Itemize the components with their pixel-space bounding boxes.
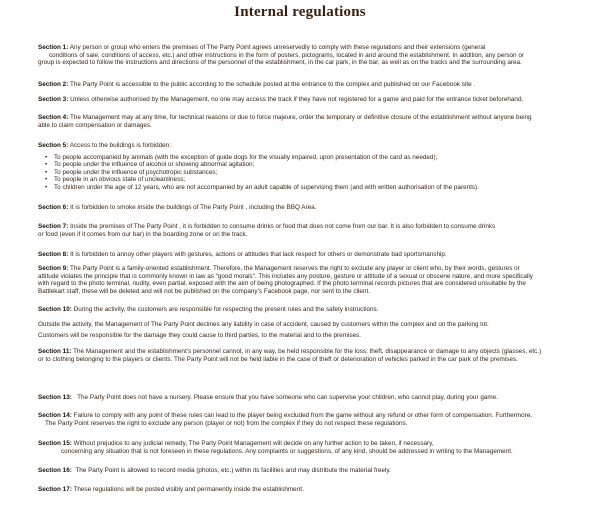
section-text: The Management may at any time, for technical reasons or due to force majeure, order the temporary or definitive closure of the establishment without anyone being (69, 114, 532, 121)
section-text: able to claim compensation or damages. (38, 121, 152, 129)
section-6 (38, 204, 590, 212)
section-text: The Party Point reserves the right to exclude any person (player or not) from the complex if they do not respect these regulations. (45, 419, 408, 427)
list-item: • To people under the influence of psychotropic substances; (54, 169, 590, 177)
section-label: Section 16: (38, 467, 72, 474)
section-text: Inside the premises of The Party Point , it is forbidden to consume drinks or food that does not come from our bar. It is also forbidden to consume drinks (70, 223, 496, 230)
section-text: It is forbidden to annoy other players with gestures, actions or attitudes that lack respect for others or demonstrate bad sportsmanship. (70, 251, 447, 258)
liability-paragraph (38, 321, 590, 339)
section-text: Any person or group who enters the premises of The Party Point agrees unreservedly to comply with these regulations and their extensions (general (69, 44, 486, 51)
section-5 (38, 142, 590, 192)
section-4 (38, 114, 590, 129)
section-13 (38, 394, 590, 402)
section-9 (38, 265, 590, 295)
section-text: or food (even if it comes from our bar) in the boarding zone or on the track. (38, 230, 248, 238)
section-text: The Management and the establishment’s personnel cannot, in any way, be held responsible for the loss, theft, disappearance or damage to any objects (glasses, etc.) (73, 348, 542, 355)
page-title: Internal regulations (234, 4, 366, 20)
section-label: Section 3: (38, 96, 69, 103)
section-text: attitude violates the principle that is commonly known in law as “good morals”. This includes any posture, gesture or attitude of a sexual or obscene nature, and more specifically (38, 272, 533, 280)
section-text: Outside the activity, the Management of The Party Point declines any liability in case of accident, caused by customers within the complex and on the parking lot. (38, 321, 489, 328)
section-text: group is expected to follow the instructions and directions of the personnel of the establishment, in the car park, in the bar, as well as on the tracks and the surrounding area. (38, 59, 522, 67)
section-label: Section 8: (38, 251, 69, 258)
section-label: Section 4: (38, 114, 69, 121)
section-text: The Party Point is allowed to record media (photos, etc.) within its facilities and may distribute the material freely. (75, 467, 391, 474)
section-7 (38, 223, 590, 238)
section-text: The Party Point is a family-oriented establishment. Therefore, the Management reserves the right to exclude any player or client who, by their words, gestures or (69, 265, 520, 272)
section-label: Section 1: (38, 44, 69, 51)
forbidden-access-list (38, 154, 590, 192)
section-text: Unless otherwise authorised by the Management, no one may access the track if they have not registered for a game and paid for the entrance ticket beforehand. (70, 96, 524, 103)
section-1 (38, 44, 590, 67)
section-text: Access to the buildings is forbidden: (69, 142, 171, 149)
section-text: During the activity, the customers are responsible for respecting the present rules and the safety instructions. (73, 306, 379, 313)
section-label: Section 10: (38, 306, 72, 313)
section-label: Section 2: (38, 81, 69, 88)
list-item: • To people in an obvious state of uncleanliness; (54, 176, 590, 184)
section-text: Failure to comply with any point of these rules can lead to the player being excluded from the game without any refund or other form of compensation. Furthermore, (73, 412, 533, 419)
section-text: It is forbidden to smoke inside the buildings of The Party Point , including the BBQ Area. (70, 204, 317, 211)
section-label: Section 15: (38, 440, 72, 447)
section-text: conditions of sale, conditions of access, etc.) and other instructions in the form of posters, pictograms, located in and around the establishment. In addition, any person or (49, 51, 524, 59)
section-label: Section 13: (38, 394, 72, 401)
section-label: Section 11: (38, 348, 72, 355)
section-label: Section 7: (38, 223, 69, 230)
section-16 (38, 467, 590, 475)
list-item: • To people under the influence of alcohol or showing abnormal agitation; (54, 161, 590, 169)
section-text: Customers will be responsible for the damage they could cause to third parties, to the material and to the premises. (38, 331, 361, 339)
section-3 (38, 96, 590, 104)
section-text: or to clothing belonging to the players or clients. The Party Point will not be held liable in the case of theft or deterioration of vehicles parked in the car park of the premises. (38, 355, 518, 363)
section-11 (38, 348, 590, 363)
section-text: The Party Point is accessible to the public according to the schedule posted at the entrance to the complex and published on our Facebook site . (69, 81, 476, 88)
section-8 (38, 251, 590, 259)
section-label: Section 17: (38, 486, 72, 493)
section-10 (38, 306, 590, 314)
section-label: Section 5: (38, 142, 69, 149)
section-label: Section 14: (38, 412, 72, 419)
section-label: Section 6: (38, 204, 69, 211)
section-text: concerning any situation that is not foreseen in these regulations. Any complaints or suggestions, of any kind, should be addressed in writing to the Management. (61, 447, 513, 455)
section-2 (38, 81, 590, 89)
section-15 (38, 440, 590, 455)
section-text: These regulations will be posted visibly and permanently inside the establishment. (73, 486, 304, 493)
section-text: The Party Point does not have a nursery. Please ensure that you have someone who can supervise your children, who cannot play, during your game. (77, 394, 498, 401)
list-item: • To people accompanied by animals (with the exception of guide dogs for the visually impaired, upon presentation of the card as needed); (54, 154, 590, 162)
section-label: Section 9: (38, 265, 69, 272)
section-17 (38, 486, 590, 494)
list-item: • To children under the age of 12 years, who are not accompanied by an adult capable of supervising them (and with written authorisation of the parents). (54, 184, 590, 192)
section-text: with regard to the photo terminal, nudity, even partial, exposed with the aim of being photographed. If the photo terminal records pictures that are considered unsuitable by the (38, 280, 526, 288)
section-text: Battlekart staff, these will be deleted and will not be published on the company’s Facebook page, nor sent to the client. (38, 287, 370, 295)
section-text: Without prejudice to any judicial remedy, The Party Point Management will decide on any further action to be taken, if necessary, (73, 440, 434, 447)
section-14 (38, 412, 590, 427)
